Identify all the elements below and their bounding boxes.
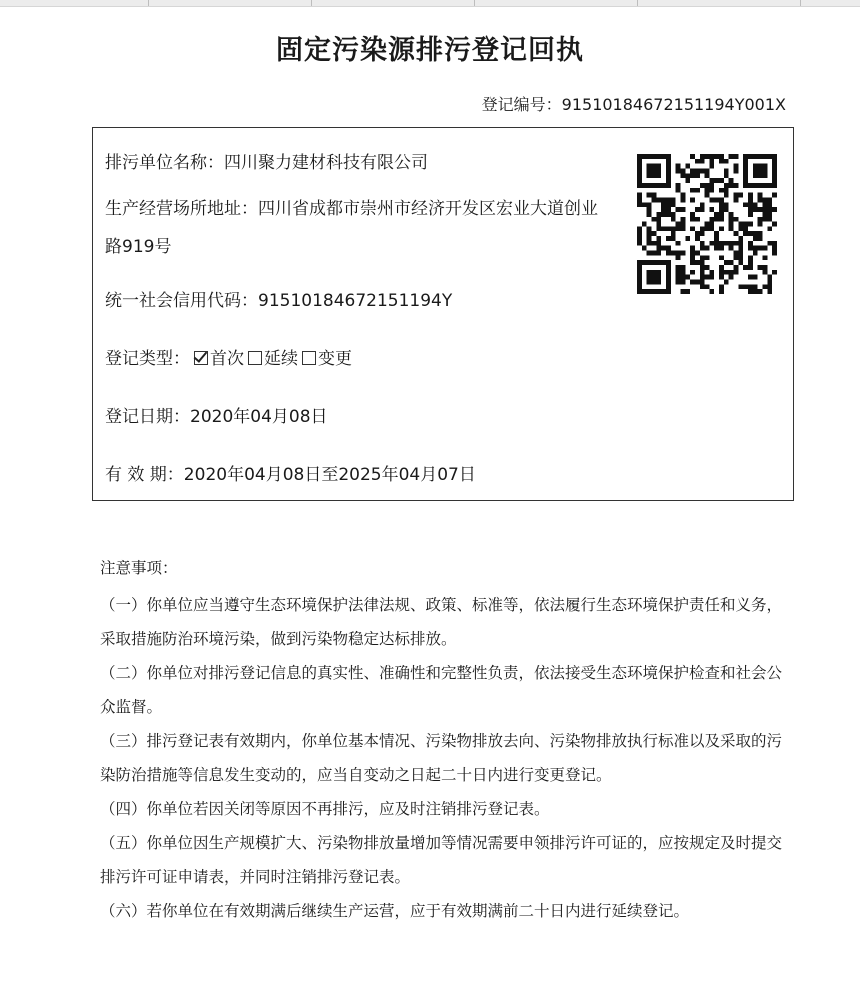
top-strip bbox=[0, 0, 860, 7]
unit-name: 排污单位名称：四川聚力建材科技有限公司 bbox=[105, 153, 428, 173]
note-item: （四）你单位若因关闭等原因不再排污，应及时注销排污登记表。 bbox=[100, 800, 550, 818]
document-title: 固定污染源排污登记回执 bbox=[276, 35, 584, 66]
registration-type-label: 登记类型： bbox=[105, 349, 190, 369]
note-item: （六）若你单位在有效期满后继续生产运营，应于有效期满前二十日内进行延续登记。 bbox=[100, 902, 690, 920]
note-item: （二）你单位对排污登记信息的真实性、准确性和完整性负责，依法接受生态环境保护检查和社会公众监督。 bbox=[100, 664, 783, 716]
note-item: （三）排污登记表有效期内，你单位基本情况、污染物排放去向、污染物排放执行标准以及采取的污染防治措施等信息发生变动的，应当自变动之日起二十日内进行变更登记。 bbox=[100, 732, 783, 784]
credit-code: 统一社会信用代码：91510184672151194Y bbox=[105, 291, 453, 311]
checkbox-change bbox=[302, 351, 316, 365]
address: 生产经营场所地址：四川省成都市崇州市经济开发区宏业大道创业路919号 bbox=[105, 199, 598, 257]
qr-code-icon bbox=[637, 154, 777, 294]
checkbox-renewal bbox=[248, 351, 262, 365]
option-change: 变更 bbox=[318, 349, 352, 369]
notes-heading: 注意事项： bbox=[100, 559, 178, 577]
notes-section bbox=[100, 556, 790, 928]
registration-number: 登记编号：91510184672151194Y001X bbox=[481, 95, 786, 114]
option-first: 首次 bbox=[210, 349, 244, 369]
registration-type bbox=[105, 344, 352, 369]
note-item: （五）你单位因生产规模扩大、污染物排放量增加等情况需要申领排污许可证的，应按规定及时提交排污许可证申请表，并同时注销排污登记表。 bbox=[100, 834, 783, 886]
registration-date: 登记日期：2020年04月08日 bbox=[105, 407, 328, 427]
note-item: （一）你单位应当遵守生态环境保护法律法规、政策、标准等，依法履行生态环境保护责任和义务，采取措施防治环境污染，做到污染物稳定达标排放。 bbox=[100, 596, 783, 648]
validity-period: 有 效 期：2020年04月08日至2025年04月07日 bbox=[105, 465, 476, 485]
checkbox-first-checked bbox=[194, 351, 208, 365]
info-box bbox=[92, 127, 794, 501]
option-renewal: 延续 bbox=[264, 349, 298, 369]
